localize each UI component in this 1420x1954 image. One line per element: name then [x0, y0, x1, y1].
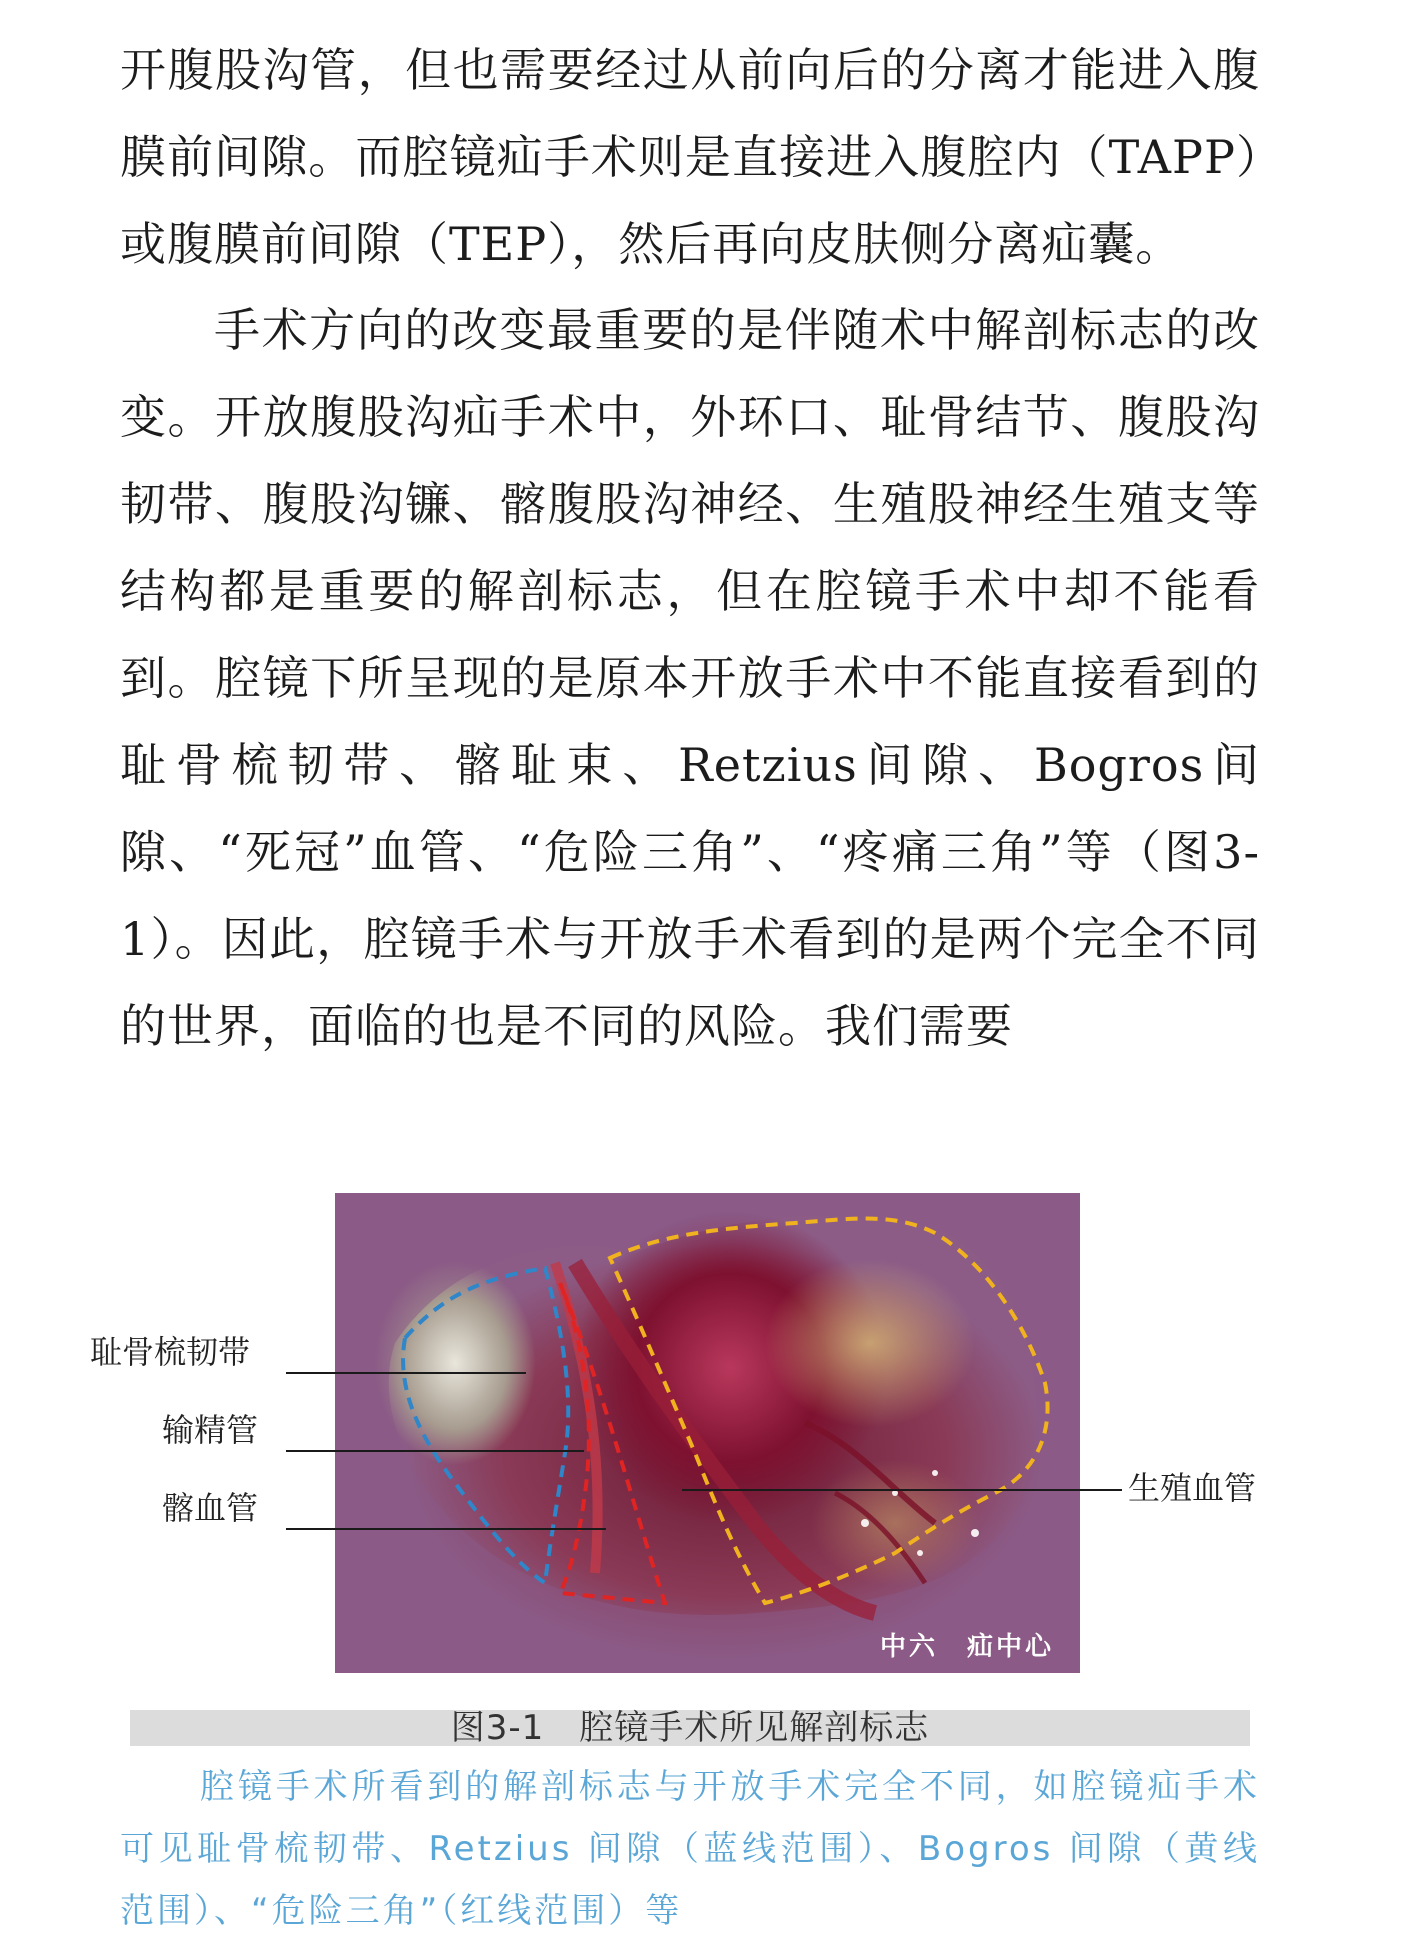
label-vas-deferens: 输精管: [162, 1411, 259, 1449]
highlight: [971, 1529, 979, 1537]
highlight: [932, 1470, 938, 1476]
bogros-outline: [610, 1219, 1048, 1603]
highlight: [917, 1550, 923, 1556]
figure-caption-description: 腔镜手术所看到的解剖标志与开放手术完全不同，如腔镜疝手术可见耻骨梳韧带、Retzius 间隙（蓝线范围）、Bogros 间隙（黄线范围）、“危险三角”（红线范围）等: [120, 1767, 1260, 1931]
iliac-vessel-shape: [555, 1263, 598, 1573]
leader-iliac-vessels: [286, 1528, 606, 1530]
watermark: 中六 疝中心: [879, 1632, 1054, 1662]
label-pectineal-ligament: 耻骨梳韧带: [90, 1333, 251, 1371]
figure-caption-title: 图3-1 腔镜手术所见解剖标志: [450, 1708, 930, 1748]
body-paragraph-2: 手术方向的改变最重要的是伴随术中解剖标志的改变。开放腹股沟疝手术中，外环口、耻骨结节、腹股沟韧带、腹股沟镰、髂腹股沟神经、生殖股神经生殖支等结构都是重要的解剖标志，但在腔镜手术中却不能看到。腔镜下所呈现的是原本开放手术中不能直接看到的耻骨梳韧带、髂耻束、Retzius间隙、Bogros间隙、“死冠”血管、“危险三角”、“疼痛三角”等（图3-1）。因此，腔镜手术与开放手术看到的是两个完全不同的世界，面临的也是不同的风险。我们需要: [120, 303, 1260, 1053]
peritoneum-rim: [335, 1193, 1080, 1673]
leader-vas-deferens: [286, 1450, 584, 1452]
label-iliac-vessels: 髂血管: [162, 1489, 259, 1527]
laparoscopic-photo: [335, 1193, 1080, 1673]
label-gonadal-vessels: 生殖血管: [1128, 1469, 1257, 1507]
figure-3-1: [0, 1180, 1420, 1680]
leader-pectineal-ligament: [286, 1372, 526, 1374]
small-vessel: [805, 1423, 935, 1523]
highlight: [861, 1519, 869, 1527]
anatomy-outlines: [335, 1193, 1080, 1673]
leader-gonadal-vessels: [682, 1489, 1122, 1491]
figure-caption-bar: [130, 1710, 1250, 1746]
body-paragraph-1: 开腹股沟管，但也需要经过从前向后的分离才能进入腹膜前间隙。而腔镜疝手术则是直接进入腹腔内（TAPP）或腹膜前间隙（TEP），然后再向皮肤侧分离疝囊。: [120, 43, 1260, 271]
